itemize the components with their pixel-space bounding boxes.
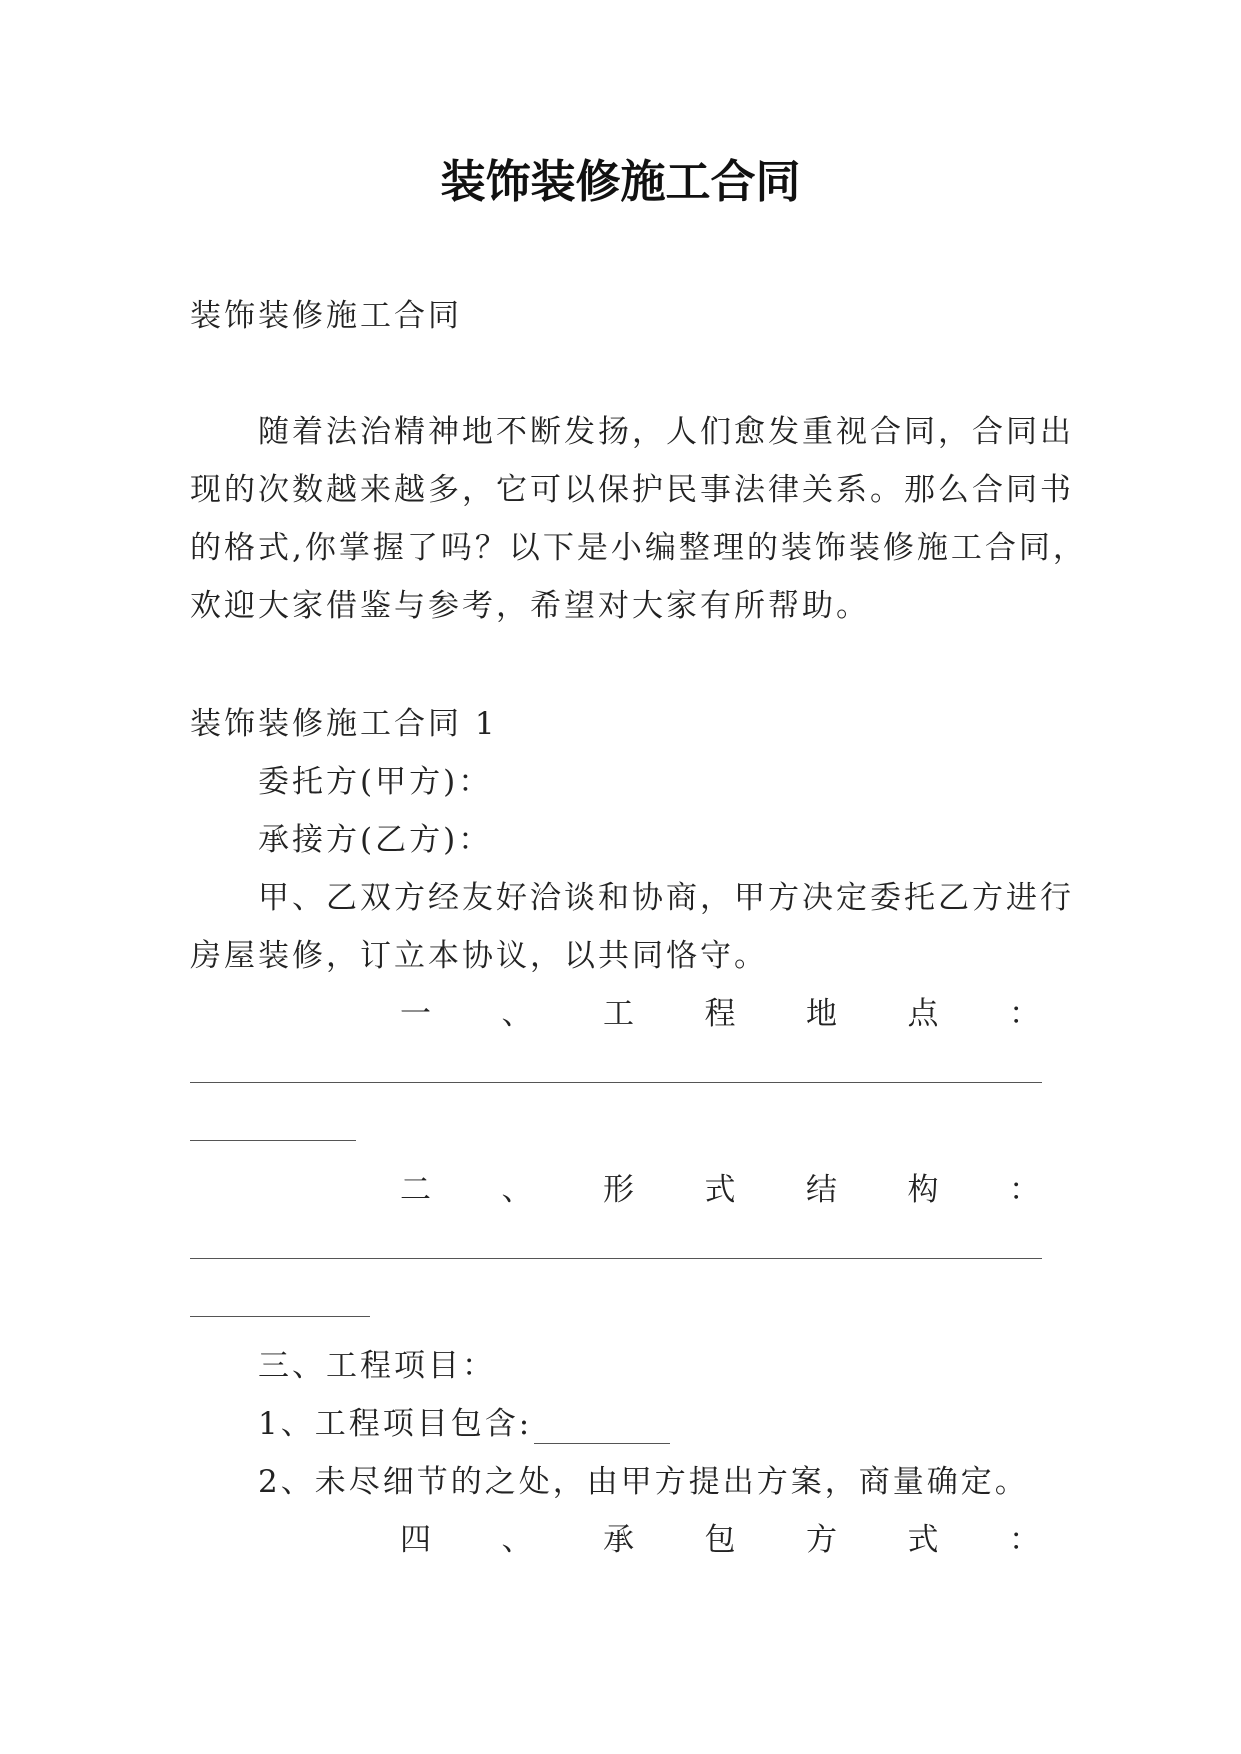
section-4-char: 方 — [806, 1522, 837, 1558]
section-2-blank-line — [190, 1258, 1042, 1259]
intro-line-3: 的格式,你掌握了吗？以下是小编整理的装饰装修施工合同， — [190, 530, 1087, 566]
section-3-item-1 — [258, 1404, 1128, 1444]
section-4-char: 包 — [704, 1522, 736, 1558]
section-4-heading — [400, 1520, 1040, 1560]
section-1-heading — [400, 994, 1040, 1034]
section-4-char: 式 — [907, 1522, 939, 1558]
section-3-item-1-text: 1、工程项目包含: — [258, 1406, 533, 1442]
section-4-char: ： — [1009, 1522, 1040, 1558]
agreement-line-2: 房屋装修，订立本协议，以共同恪守。 — [190, 938, 768, 974]
party-b-label: 承接方(乙方)： — [258, 822, 493, 858]
section-3-item-2: 2、未尽细节的之处，由甲方提出方案，商量确定。 — [258, 1464, 1029, 1500]
section-2-char: 二 — [400, 1172, 431, 1208]
section-1-char: ： — [1009, 996, 1040, 1032]
section-3-heading: 三、工程项目： — [258, 1348, 496, 1384]
section-1-blank-line — [190, 1082, 1042, 1083]
section-1-char: 工 — [603, 996, 634, 1032]
section-2-char: 构 — [907, 1172, 939, 1208]
contract-heading: 装饰装修施工合同 1 — [190, 706, 498, 742]
section-4-char: 承 — [603, 1522, 634, 1558]
section-2-char: 式 — [704, 1172, 736, 1208]
section-4-char: 四 — [400, 1522, 431, 1558]
section-2-char: 结 — [806, 1172, 837, 1208]
section-2-char: ： — [1009, 1172, 1040, 1208]
section-1-char: 程 — [704, 996, 736, 1032]
agreement-line-1: 甲、乙双方经友好洽谈和协商，甲方决定委托乙方进行 — [258, 880, 1074, 916]
document-subtitle: 装饰装修施工合同 — [190, 298, 462, 334]
intro-line-1: 随着法治精神地不断发扬，人们愈发重视合同，合同出 — [258, 414, 1074, 450]
section-1-char: 点 — [907, 996, 939, 1032]
section-2-char: 形 — [603, 1172, 634, 1208]
item-1-blank-line — [534, 1415, 670, 1444]
section-1-char: 一 — [400, 996, 431, 1032]
intro-line-2: 现的次数越来越多，它可以保护民事法律关系。那么合同书 — [190, 472, 1074, 508]
document-title: 装饰装修施工合同 — [440, 155, 801, 208]
section-2-blank-line — [190, 1316, 370, 1317]
section-1-blank-line — [190, 1140, 356, 1141]
section-1-char: 地 — [806, 996, 837, 1032]
section-2-char: 、 — [501, 1172, 533, 1208]
intro-line-4: 欢迎大家借鉴与参考，希望对大家有所帮助。 — [190, 588, 870, 624]
party-a-label: 委托方(甲方)： — [258, 764, 493, 800]
section-2-heading — [400, 1170, 1040, 1210]
section-1-char: 、 — [501, 996, 533, 1032]
section-4-char: 、 — [501, 1522, 533, 1558]
